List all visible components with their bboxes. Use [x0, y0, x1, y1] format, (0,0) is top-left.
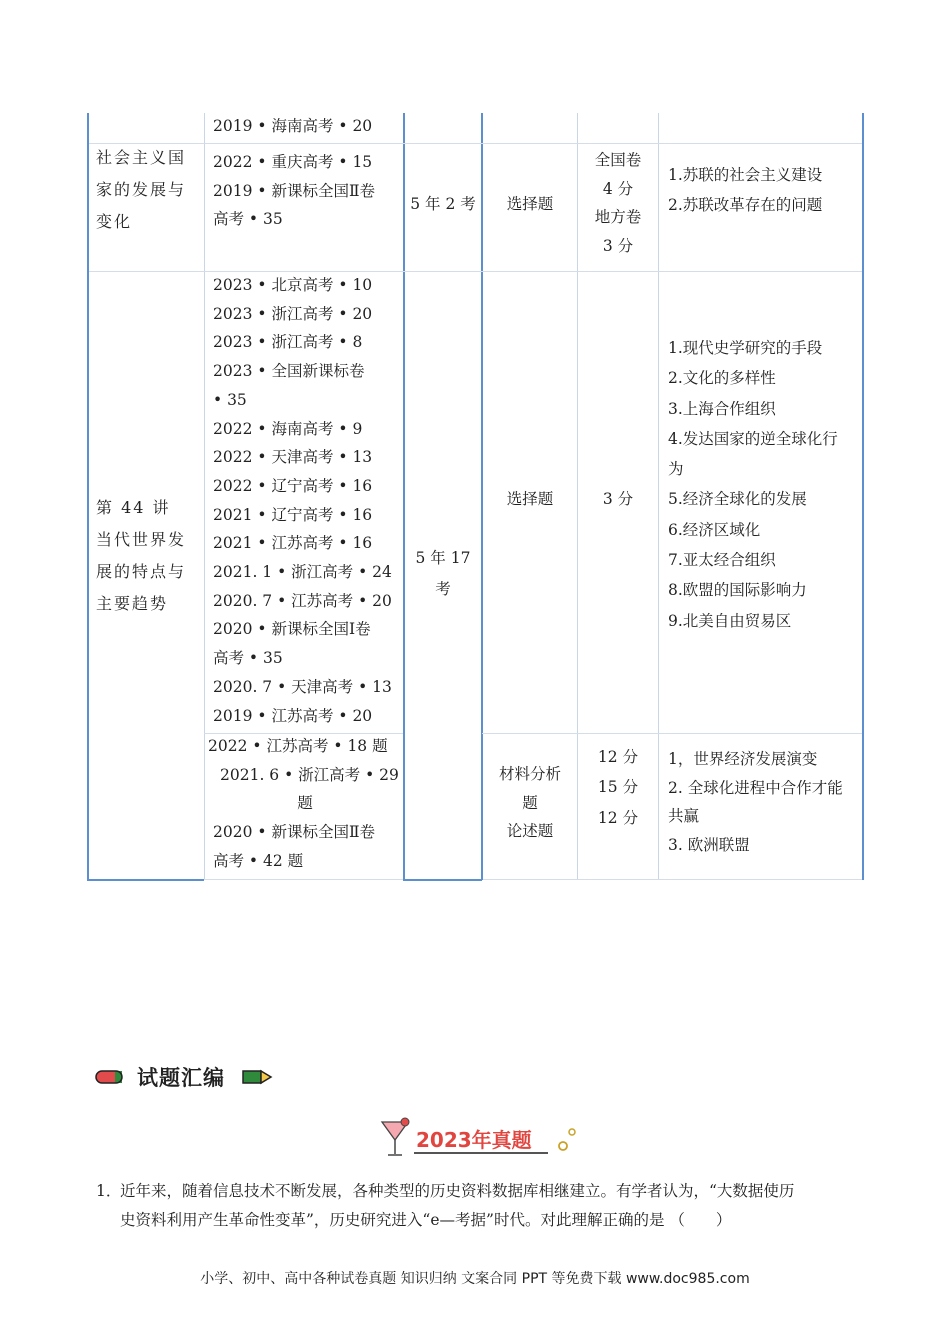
source-line: 2021. 1 • 浙江高考 • 24: [213, 563, 392, 582]
source-line: 2020. 7 • 天津高考 • 13: [213, 677, 392, 696]
topic-line: 第 44 讲: [96, 498, 171, 517]
source-line: 高考 • 42 题: [213, 851, 304, 870]
question-type-line: 论述题: [506, 822, 554, 841]
frequency-line: 5 年 17: [415, 549, 471, 567]
source-line: 2020 • 新课标全国Ⅱ卷: [213, 823, 375, 842]
row2-points: [668, 333, 838, 636]
point-line: 为: [668, 460, 684, 479]
row1-topic: [96, 142, 186, 238]
table-left-border: [87, 113, 89, 880]
point-line: 1，世界经济发展演变: [668, 750, 818, 768]
score-line: 全国卷: [594, 151, 642, 169]
question-type-text: 选择题: [506, 195, 554, 213]
source-line: 2023 • 浙江高考 • 8: [213, 333, 363, 352]
pencil-icon: [241, 1067, 273, 1087]
point-line: 3. 欧洲联盟: [668, 836, 750, 855]
table-bottom-border-mid: [403, 879, 482, 881]
score-line: 15 分: [597, 778, 639, 797]
topic-line: 展的特点与: [96, 562, 187, 581]
point-line: 8.欧盟的国际影响力: [668, 581, 807, 600]
row3-sources: [208, 732, 402, 876]
score-text: 3 分: [602, 490, 634, 508]
source-line: 高考 • 35: [213, 210, 283, 229]
point-line: 2. 全球化进程中合作才能: [668, 778, 843, 797]
table-bottom-border-right: [482, 879, 862, 880]
point-line: 2.苏联改革存在的问题: [668, 196, 823, 215]
table-bottom-border-left: [87, 879, 204, 881]
point-line: 7.亚太经合组织: [668, 551, 776, 570]
question-type-line: 材料分析: [498, 765, 561, 783]
source-line: 2022 • 重庆高考 • 15: [213, 153, 373, 171]
point-line: 6.经济区域化: [668, 520, 761, 539]
point-line: 2.文化的多样性: [668, 369, 776, 388]
row1-score: [578, 146, 658, 261]
col-divider-2: [403, 113, 405, 880]
score-line: 地方卷: [594, 208, 642, 227]
source-line: 2020 • 新课标全国Ⅰ卷: [213, 620, 371, 639]
score-line: 4 分: [602, 179, 634, 198]
table-bottom-border: [204, 879, 403, 880]
pencil-icon: [95, 1069, 127, 1085]
frequency-text: 5 年 2 考: [410, 195, 476, 213]
row2-sources: [213, 271, 392, 730]
source-line: 2022 • 辽宁高考 • 16: [213, 476, 373, 495]
section-banner: [95, 1064, 275, 1090]
topic-line: 主要趋势: [96, 594, 169, 613]
source-line: 题: [297, 794, 313, 813]
row2-frequency: [405, 543, 481, 605]
row2-topic: [96, 492, 186, 620]
score-line: 12 分: [597, 808, 639, 827]
source-line: 2023 • 全国新课标卷: [213, 362, 365, 381]
row1-sources: [213, 148, 375, 234]
point-line: 共赢: [668, 807, 700, 826]
source-line: • 35: [213, 390, 247, 409]
point-line: 1.苏联的社会主义建设: [668, 166, 823, 184]
source-line: 2022 • 天津高考 • 13: [213, 448, 373, 467]
row0-sources: [213, 112, 372, 141]
row-divider-3b: [482, 733, 862, 734]
frequency-line: 考: [435, 580, 451, 598]
question-type-line: 题: [522, 793, 538, 812]
row3-points: [668, 745, 843, 860]
source-line: 2023 • 北京高考 • 10: [213, 276, 373, 294]
question-type-text: 选择题: [506, 490, 554, 508]
topic-line: 变化: [96, 212, 133, 231]
col-divider-5: [658, 113, 659, 879]
point-line: 5.经济全球化的发展: [668, 490, 807, 509]
col-divider-1: [204, 113, 205, 879]
question-number: 1．: [96, 1182, 122, 1200]
row3-score: [578, 742, 658, 833]
section-banner-title: 试题汇编: [137, 1066, 225, 1090]
score-line: 3 分: [602, 237, 634, 256]
source-line: 2021. 6 • 浙江高考 • 29: [220, 765, 399, 784]
topic-line: 当代世界发: [96, 530, 187, 549]
year-banner-title: 2023年真题: [416, 1128, 532, 1152]
score-line: 12 分: [597, 748, 639, 766]
question-stem-line: 近年来，随着信息技术不断发展，各种类型的历史资料数据库相继建立。有学者认为，“大数据使历: [120, 1182, 795, 1200]
row1-points: [668, 160, 822, 221]
cocktail-glass-icon: [378, 1116, 414, 1160]
source-line: 2020. 7 • 江苏高考 • 20: [213, 591, 392, 610]
source-line: 高考 • 35: [213, 649, 283, 668]
point-line: 3.上海合作组织: [668, 399, 776, 418]
row2-score: [578, 485, 658, 514]
question-stem-line: 史资料利用产生革命性变革”，历史研究进入“e—考据”时代。对此理解正确的是 （ ）: [120, 1211, 732, 1229]
row2-question-type: [483, 485, 577, 514]
source-line: 2022 • 海南高考 • 9: [213, 419, 363, 438]
row3-question-type: [483, 760, 577, 846]
source-line: 2021 • 江苏高考 • 16: [213, 534, 373, 553]
point-line: 9.北美自由贸易区: [668, 611, 792, 630]
bubbles-icon: [556, 1126, 578, 1156]
source-line: 2023 • 浙江高考 • 20: [213, 304, 373, 323]
source-line: 2022 • 江苏高考 • 18 题: [208, 737, 388, 755]
row1-question-type: [483, 190, 577, 219]
row1-frequency: [405, 190, 481, 219]
point-line: 1.现代史学研究的手段: [668, 339, 823, 357]
point-line: 4.发达国家的逆全球化行: [668, 429, 838, 448]
year-banner: [378, 1114, 578, 1164]
source-line: 2019 • 江苏高考 • 20: [213, 706, 373, 725]
topic-line: 家的发展与: [96, 180, 187, 199]
row-divider-2: [89, 271, 862, 272]
row-divider-1: [89, 143, 862, 144]
year-banner-underline: [414, 1152, 548, 1154]
table-right-border: [862, 113, 864, 880]
source-line: 2019 • 海南高考 • 20: [213, 117, 373, 135]
page-footer: 小学、初中、高中各种试卷真题 知识归纳 文案合同 PPT 等免费下载 www.doc985.com: [200, 1271, 750, 1287]
topic-line: 社会主义国: [96, 148, 187, 167]
source-line: 2021 • 辽宁高考 • 16: [213, 505, 373, 524]
source-line: 2019 • 新课标全国Ⅱ卷: [213, 181, 375, 200]
